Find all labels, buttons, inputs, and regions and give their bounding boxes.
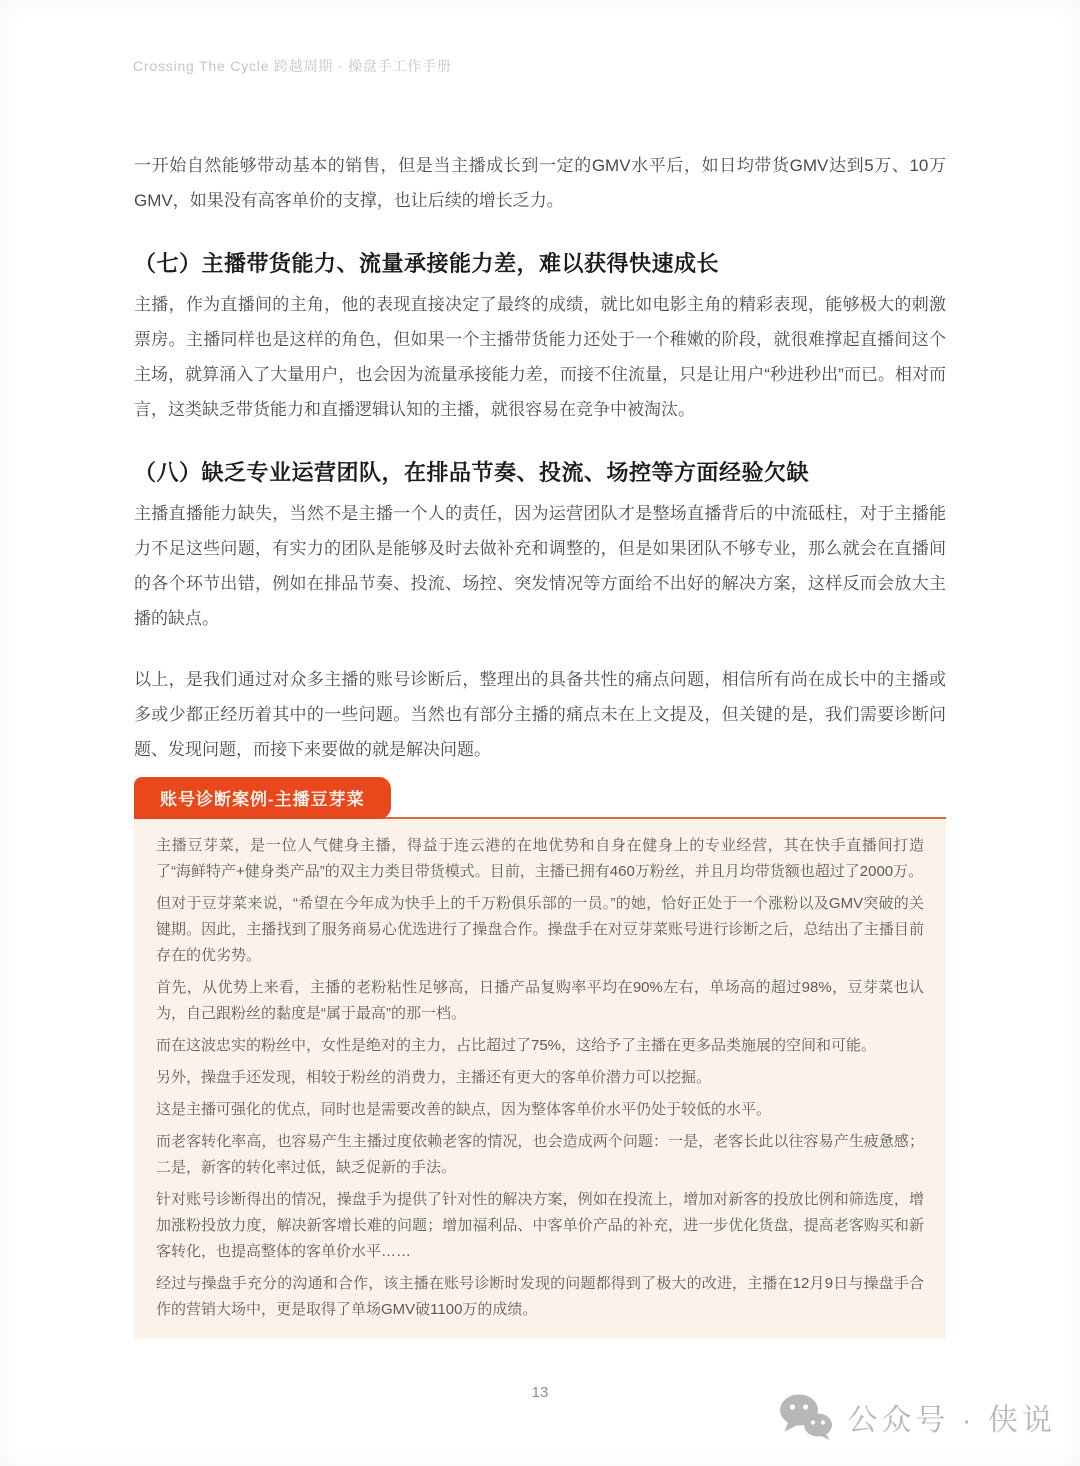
intro-paragraph: 一开始自然能够带动基本的销售，但是当主播成长到一定的GMV水平后，如日均带货GMV达到5万、10万GMV，如果没有高客单价的支撑，也让后续的增长乏力。 [134,156,946,210]
case-paragraph-7: 而老客转化率高，也容易产生主播过度依赖老客的情况，也会造成两个问题：一是，老客长此以往容易产生疲惫感；二是，新客的转化率过低，缺乏促新的手法。 [156,1133,924,1176]
section-eight-heading: （八）缺乏专业运营团队，在排品节奏、投流、场控等方面经验欠缺 [134,460,810,485]
section-seven-body: 主播，作为直播间的主角，他的表现直接决定了最终的成绩，就比如电影主角的精彩表现，能够极大的刺激票房。主播同样也是这样的角色，但如果一个主播带货能力还处于一个稚嫩的阶段，就很难撑起直播间这个主场，就算涌入了大量用户，也会因为流量承接能力差，而接不住流量，只是让用户“秒进秒出”而已。相对而言，这类缺乏带货能力和直播逻辑认知的主播，就很容易在竞争中被淘汰。 [134,295,946,419]
page-number: 13 [531,1384,549,1401]
case-paragraph-3: 首先，从优势上来看，主播的老粉粘性足够高，日播产品复购率平均在90%左右，单场高的超过98%，豆芽菜也认为，自己跟粉丝的黏度是“属于最高”的那一档。 [156,979,924,1022]
case-paragraph-4: 而在这波忠实的粉丝中，女性是绝对的主力，占比超过了75%，这给予了主播在更多品类施展的空间和可能。 [156,1037,877,1054]
document-body [134,148,946,1339]
case-paragraph-9: 经过与操盘手充分的沟通和合作，该主播在账号诊断时发现的问题都得到了极大的改进，主播在12月9日与操盘手合作的营销大场中，更是取得了单场GMV破1100万的成绩。 [156,1275,924,1318]
section-seven-heading: （七）主播带货能力、流量承接能力差，难以获得快速成长 [134,251,720,276]
document-header [133,56,452,76]
section-seven [134,248,946,427]
section-eight [134,457,946,636]
case-tab [134,777,391,819]
case-paragraph-8: 针对账号诊断得出的情况，操盘手为提供了针对性的解决方案，例如在投流上，增加对新客的投放比例和筛选度，增加涨粉投放力度，解决新客增长难的问题；增加福利品、中客单价产品的补充，进一步优化货盘，提高老客购买和新客转化，也提高整体的客单价水平…… [156,1191,924,1260]
case-paragraph-6: 这是主播可强化的优点，同时也是需要改善的缺点，因为整体客单价水平仍处于较低的水平。 [156,1101,772,1118]
watermark [779,1394,1056,1440]
wechat-icon [779,1394,833,1440]
case-content [134,819,946,1339]
case-paragraph-1: 主播豆芽菜，是一位人气健身主播，得益于连云港的在地优势和自身在健身上的专业经营，其在快手直播间打造了“海鲜特产+健身类产品”的双主力类目带货模式。目前，主播已拥有460万粉丝，并且月均带货额也超过了2000万。 [156,837,924,880]
case-study-box [134,777,946,1339]
summary-paragraph: 以上，是我们通过对众多主播的账号诊断后，整理出的具备共性的痛点问题，相信所有尚在成长中的主播或多或少都正经历着其中的一些问题。当然也有部分主播的痛点未在上文提及，但关键的是，我们需要诊断问题、发现问题，而接下来要做的就是解决问题。 [134,670,946,759]
case-tab-underline [134,777,946,819]
header-title: Crossing The Cycle 跨越周期 · 操盘手工作手册 [133,58,452,74]
case-tab-label: 账号诊断案例-主播豆芽菜 [160,790,365,809]
watermark-text: 公众号 · 侠说 [847,1404,1056,1437]
section-eight-body: 主播直播能力缺失，当然不是主播一个人的责任，因为运营团队才是整场直播背后的中流砥柱，对于主播能力不足这些问题，有实力的团队是能够及时去做补充和调整的，但是如果团队不够专业，那么就会在直播间的各个环节出错，例如在排品节奏、投流、场控、突发情况等方面给不出好的解决方案，这样反而会放大主播的缺点。 [134,504,946,628]
case-paragraph-5: 另外，操盘手还发现，相较于粉丝的消费力，主播还有更大的客单价潜力可以挖掘。 [156,1069,712,1086]
case-paragraph-2: 但对于豆芽菜来说，“希望在今年成为快手上的千万粉俱乐部的一员。”的她，恰好正处于一个涨粉以及GMV突破的关键期。因此，主播找到了服务商易心优选进行了操盘合作。操盘手在对豆芽菜账号进行诊断之后，总结出了主播目前存在的优劣势。 [156,895,924,964]
